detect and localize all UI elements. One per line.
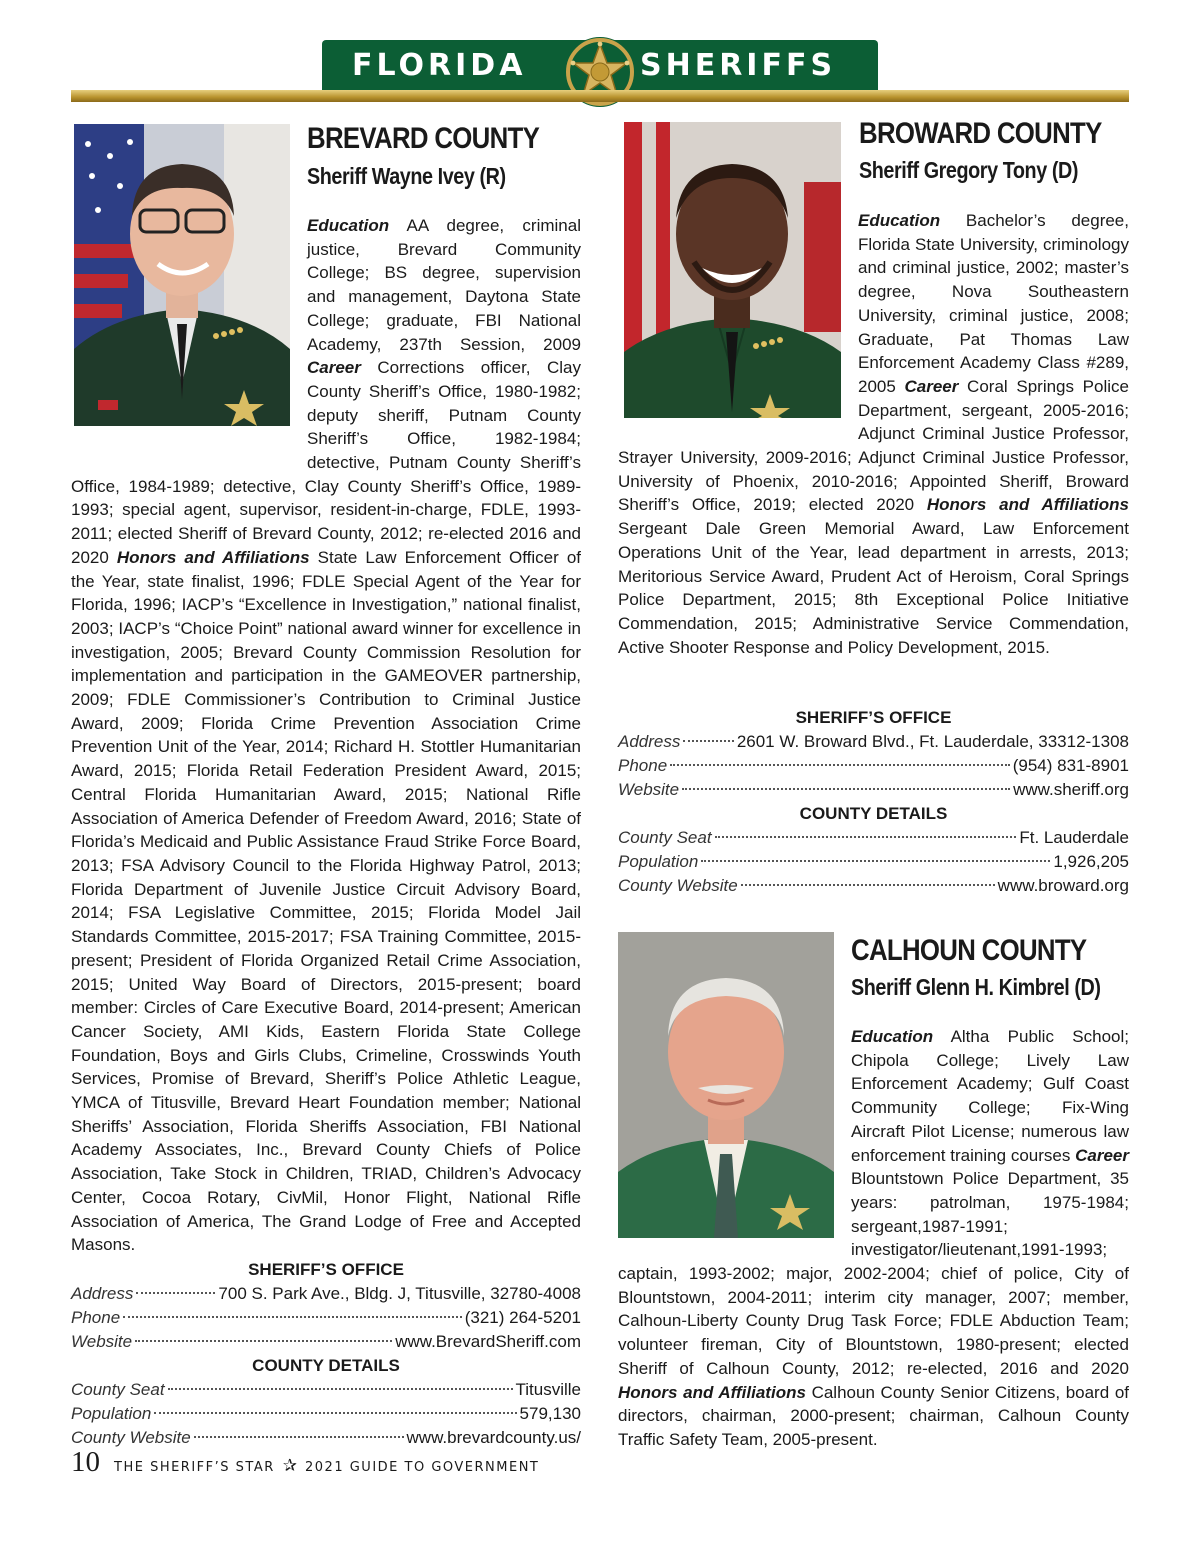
broward-county-heading: COUNTY DETAILS: [799, 804, 948, 823]
brevard-population-row: [71, 1402, 581, 1426]
calhoun-bio-keyword: Honors and Affiliations: [618, 1382, 806, 1402]
brevard-bio-keyword: Honors and Affiliations: [116, 547, 310, 567]
phone-label: Phone: [618, 756, 668, 775]
phone-label: Phone: [71, 1308, 121, 1327]
guide-title: 2021 GUIDE TO GOVERNMENT: [305, 1460, 540, 1475]
publication-name: THE SHERIFF’S STAR: [114, 1460, 275, 1475]
brevard-county-title: BREVARD COUNTY: [307, 122, 540, 155]
broward-bio-keyword: Career: [904, 376, 959, 396]
broward-population: 1,926,205: [1053, 852, 1129, 871]
calhoun-bio-text: Blountstown Police Department, 35 years: patrolman, 1975-1984; sergeant,1987-1991; investigator/lieutenant,1991-1993; captain, 1993-2002; major, 2002-2004; chief of police, City of Blountstown, 2004-2011; interim city manager, 2007; member, Calhoun-Liberty County Drug Task Force; FDLE Abduction Team; volunteer fireman, City of Blountstown, 1980-present; elected Sheriff of Calhoun County, 2012; re-elected, 2016 and 2020: [618, 1169, 1129, 1378]
brevard-seat-row: [71, 1378, 581, 1402]
address-label: Address: [618, 732, 681, 751]
broward-phone-row: [618, 754, 1129, 778]
broward-website: www.sheriff.org: [1013, 780, 1129, 799]
header-title-left: FLORIDA: [352, 48, 527, 83]
calhoun-county-title: CALHOUN COUNTY: [851, 934, 1087, 967]
brevard-website: www.BrevardSheriff.com: [395, 1332, 581, 1351]
broward-county-website-row: [618, 874, 1129, 898]
brevard-address-row: [71, 1282, 581, 1306]
page-number: 10: [71, 1446, 100, 1478]
brevard-office-info: [71, 1258, 581, 1450]
brevard-bio-text: State Law Enforcement Officer of the Year, state finalist, 1996; FDLE Special Agent of the Year for Florida, 1996; IACP’s “Excellence in Investigation,” national finalist, 2003; IACP’s “Choice Point” national award winner for excellence in investigation, 2005; Brevard County Commission Resolution for implementation and participation in the GAMEOVER partnership, 2009; FDLE Commissioner’s Contribution to Criminal Justice Award, 2009; Florida Crime Prevention Association Crime Prevention Unit of the Year, 2014; Richard H. Stottler Humanitarian Award, 2015; Florida Retail Federation President Award, 2015; Central Florida Humanitarian Award, 2015; National Rifle Association of America Defender of Freedom Award, 2016; State of Florida’s Medicaid and Public Assistance Fraud Strike Force Board, 2013; FSA Advisory Council to the Florida Highway Patrol, 2013; Florida Department of Juvenile Justice Circuit Advisory Board, 2014; FSA Legislative Committee, 2015; Florida Model Jail Standards Committee, 2015-2017; FSA Training Committee, 2015-present; President of Florida Organized Retail Crime Association, 2015; United Way Board of Directors, 2015-present; board member: Circles of Care Executive Board, 2014-present; American Cancer Society, AMI Kids, Eastern Florida State College Foundation, Boys and Girls Clubs, Crimeline, Crosswinds Youth Services, Promise of Brevard, Sheriff’s Police Athletic League, YMCA of Titusville, Brevard Heart Foundation member; National Sheriffs’ Association, Florida Sheriffs Association, FBI National Academy Associates, Inc., Brevard County Chiefs of Police Association, Take Stock in Children, TRIAD, Children’s Advocacy Center, Cocoa Rotary, CivMil, Honor Flight, National Rifle Association of America, The Grand Lodge of Free and Accepted Masons.: [71, 547, 582, 1255]
brevard-bio: [71, 214, 581, 1257]
brevard-address: 700 S. Park Ave., Bldg. J, Titusville, 32780-4008: [218, 1284, 581, 1303]
brevard-county-website: www.brevardcounty.us/: [406, 1428, 581, 1447]
broward-bio-keyword: Education: [858, 211, 941, 230]
footer-star-icon: ✰: [282, 1456, 298, 1475]
brevard-seat: Titusville: [515, 1380, 581, 1399]
brevard-phone-row: [71, 1306, 581, 1330]
broward-seat-row: [618, 826, 1129, 850]
calhoun-bio-keyword: Career: [1075, 1145, 1129, 1165]
population-label: Population: [618, 852, 699, 871]
address-label: Address: [71, 1284, 134, 1303]
brevard-county-heading: COUNTY DETAILS: [252, 1356, 400, 1375]
brevard-population: 579,130: [519, 1404, 581, 1423]
page-footer: [71, 1446, 539, 1486]
broward-phone: (954) 831-8901: [1012, 756, 1129, 775]
broward-sheriff-name: Sheriff Gregory Tony (D): [859, 157, 1079, 183]
calhoun-bio-text: Altha Public School; Chipola College; Lively Law Enforcement Academy; Gulf Coast Community College; Fix-Wing Aircraft Pilot License; numerous law enforcement training courses: [851, 1027, 1129, 1165]
broward-bio: [618, 209, 1129, 659]
county-website-label: County Website: [71, 1428, 191, 1447]
broward-address-row: [618, 730, 1129, 754]
brevard-phone: (321) 264-5201: [464, 1308, 581, 1327]
broward-address: 2601 W. Broward Blvd., Ft. Lauderdale, 33312-1308: [736, 732, 1129, 751]
brevard-office-heading: SHERIFF’S OFFICE: [248, 1260, 404, 1279]
broward-website-row: [618, 778, 1129, 802]
broward-county-title: BROWARD COUNTY: [859, 117, 1102, 150]
seat-label: County Seat: [71, 1380, 165, 1399]
brevard-bio-text: AA degree, criminal justice, Brevard Community College; BS degree, supervision and management, Daytona State College; graduate, FBI National Academy, 237th Session, 2009: [307, 216, 581, 354]
brevard-bio-keyword: Career: [307, 358, 361, 378]
broward-bio-keyword: Honors and Affiliations: [926, 495, 1129, 515]
calhoun-sheriff-name: Sheriff Glenn H. Kimbrel (D): [851, 974, 1101, 1000]
broward-office-info: [618, 706, 1129, 898]
brevard-website-row: [71, 1330, 581, 1354]
calhoun-bio: [618, 1025, 1129, 1452]
broward-office-heading: SHERIFF’S OFFICE: [795, 708, 952, 727]
broward-bio-text: Bachelor’s degree, Florida State University, criminology and criminal justice, 2002; master’s degree, Nova Southeastern University, criminal justice, 2008; Graduate, Pat Thomas Law Enforcement Academy Class #289, 2005: [858, 211, 1129, 396]
population-label: Population: [71, 1404, 152, 1423]
website-label: Website: [71, 1332, 133, 1351]
calhoun-bio-text: Calhoun County Senior Citizens, board of directors, chairman, 2000-present; chairman, Calhoun County Traffic Safety Team, 2005-present.: [618, 1382, 1130, 1449]
broward-population-row: [618, 850, 1129, 874]
header-divider: [71, 90, 1129, 102]
county-website-label: County Website: [618, 876, 738, 895]
broward-seat: Ft. Lauderdale: [1019, 828, 1129, 847]
broward-county-website: www.broward.org: [997, 876, 1129, 895]
broward-bio-text: Coral Springs Police Department, sergeant, 2005-2016; Adjunct Criminal Justice Professor, Strayer University, 2009-2016; Adjunct Criminal Justice Professor, University of Phoenix, 2010-2016; Appointed Sheriff, Broward Sheriff’s Office, 2019; elected 2020: [618, 376, 1129, 515]
website-label: Website: [618, 780, 680, 799]
calhoun-bio-keyword: Education: [851, 1027, 934, 1046]
broward-bio-text: Sergeant Dale Green Memorial Award, Law Enforcement Operations Unit of the Year, lead department in arrests, 2013; Meritorious Service Award, Prudent Act of Heroism, Coral Springs Police Department, 2015; 8th Exceptional Police Initiative Commendation, 2015; Administrative Service Commendation, Active Shooter Response and Policy Development, 2015.: [618, 519, 1129, 657]
brevard-sheriff-name: Sheriff Wayne Ivey (R): [307, 163, 506, 189]
brevard-bio-text: Corrections officer, Clay County Sheriff’s Office, 1980-1982; deputy sheriff, Putnam County Sheriff’s Office, 1982-1984; detective, Putnam County Sheriff’s Office, 1984-1989; detective, Clay County Sheriff’s Office, 1989-1993; special agent, supervisor, resident-in-charge, FDLE, 1993-2011; elected Sheriff of Brevard County, 2012; re-elected 2016 and 2020: [71, 358, 581, 567]
header-title-right: SHERIFFS: [640, 48, 837, 83]
seat-label: County Seat: [618, 828, 712, 847]
brevard-bio-keyword: Education: [307, 216, 390, 235]
